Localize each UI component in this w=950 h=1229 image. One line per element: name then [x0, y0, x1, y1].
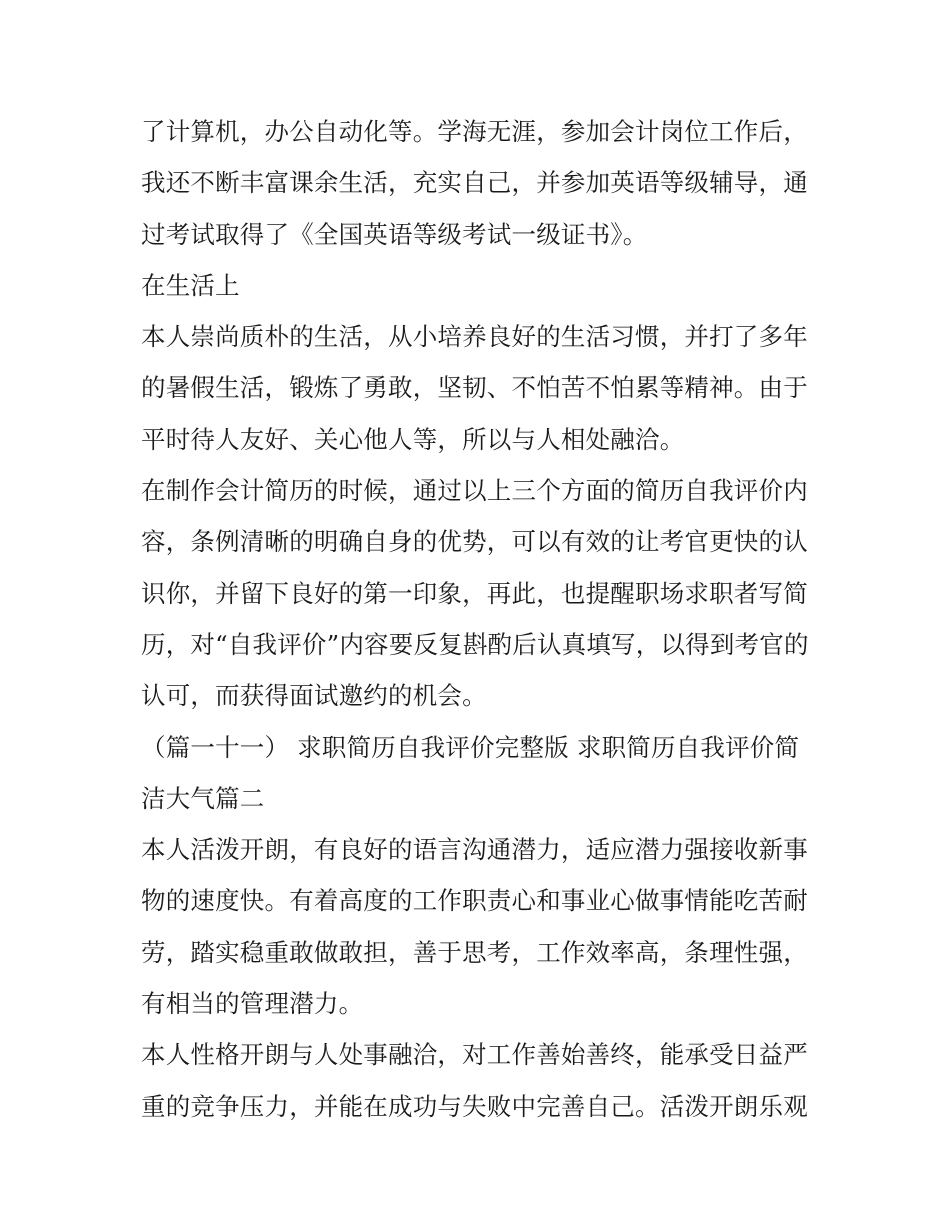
text-line: 识你，并留下良好的第一印象，再此，也提醒职场求职者写简: [141, 578, 808, 608]
text-line: 有相当的管理潜力。: [141, 989, 364, 1019]
text-line: 过考试取得了《全国英语等级考试一级证书》。: [141, 219, 648, 249]
text-line: 我还不断丰富课余生活，充实自己，并参加英语等级辅导，通: [141, 168, 808, 198]
document-body: [141, 106, 816, 1132]
section-title: （篇一十一） 求职简历自我评价完整版 求职简历自我评价简: [141, 732, 800, 762]
text-line: 重的竞争压力，并能在成功与失败中完善自己。活泼开朗乐观: [141, 1091, 808, 1121]
text-line: 在制作会计简历的时候，通过以上三个方面的简历自我评价内: [141, 476, 808, 506]
text-line: 了计算机，办公自动化等。学海无涯，参加会计岗位工作后，: [141, 117, 808, 146]
text-line: 劳，踏实稳重敢做敢担，善于思考，工作效率高，条理性强，: [141, 937, 808, 967]
text-line: 历，对“自我评价”内容要反复斟酌后认真填写，以得到考官的: [141, 629, 809, 659]
text-line: 本人崇尚质朴的生活，从小培养良好的生活习惯，并打了多年: [141, 322, 808, 352]
text-line: 物的速度快。有着高度的工作职责心和事业心做事情能吃苦耐: [141, 886, 808, 916]
text-line: 本人活泼开朗，有良好的语言沟通潜力，适应潜力强接收新事: [141, 835, 808, 865]
text-line: 容，条例清晰的明确自身的优势，可以有效的让考官更快的认: [141, 527, 808, 557]
section-title-continued: 洁大气篇二: [141, 783, 265, 813]
text-line: 本人性格开朗与人处事融洽，对工作善始善终，能承受日益严: [141, 1040, 808, 1070]
text-line: 认可，而获得面试邀约的机会。: [141, 681, 487, 711]
text-line: 的暑假生活，锻炼了勇敢，坚韧、不怕苦不怕累等精神。由于: [141, 373, 808, 403]
text-line: 平时待人友好、关心他人等，所以与人相处融洽。: [141, 424, 685, 454]
section-heading-life: 在生活上: [141, 270, 240, 300]
